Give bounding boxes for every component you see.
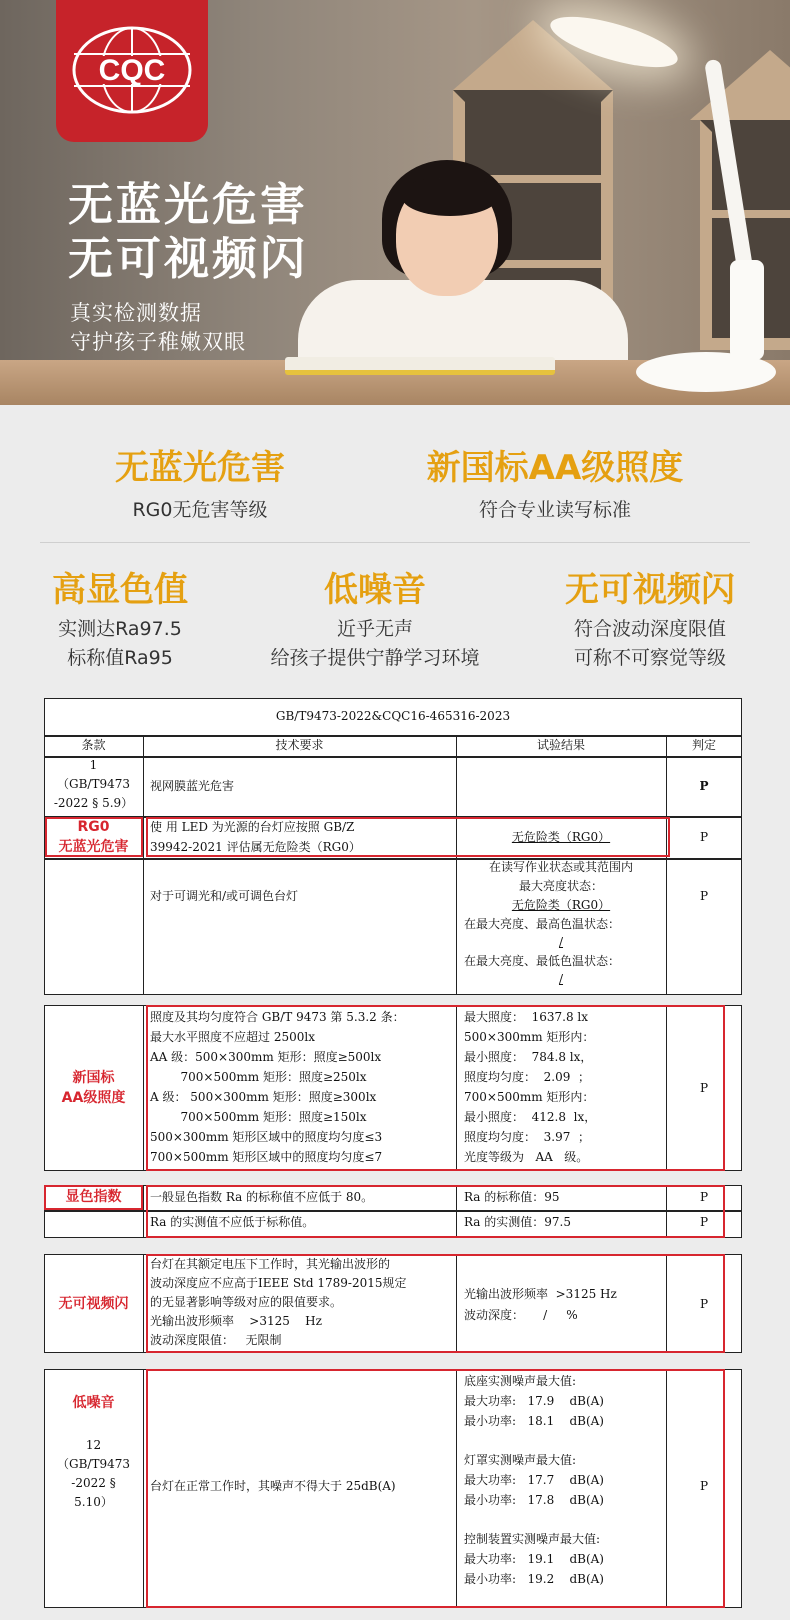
- report-standard: GB/T9473-2022&CQC16-465316-2023: [275, 709, 511, 723]
- s5-req-1: 一般显色指数 Ra 的标称值不应低于 80。: [150, 1190, 374, 1204]
- s3-result-6: 在最大亮度、最低色温状态：: [464, 954, 621, 968]
- s7-verdict: P: [699, 1479, 709, 1493]
- s4-res-2: 500×300mm 矩形内：: [464, 1030, 595, 1044]
- s7-clause-4: 5.10）: [74, 1495, 113, 1509]
- s7-res-5: 灯罩实测噪声最大值:: [464, 1453, 577, 1467]
- header-clause: 条款: [81, 738, 106, 752]
- s4-req-6: 700×500mm 矩形：照度≥150lx: [150, 1110, 367, 1124]
- s4-res-4: 照度均匀度： 2.09 ；: [464, 1070, 590, 1084]
- feature-title-blue-light: 无蓝光危害: [115, 448, 285, 488]
- s4-label-1: 新国标: [72, 1070, 115, 1086]
- feature-text-no-flicker-2: 可称不可察觉等级: [573, 647, 726, 669]
- s4-res-3: 最小照度： 784.8 lx，: [464, 1050, 593, 1064]
- s1-clause-2: （GB/T9473: [57, 777, 130, 791]
- feature-title-no-flicker: 无可视频闪: [565, 570, 735, 610]
- feature-text-color-rendering-1: 实测达Ra97.5: [58, 618, 182, 640]
- s2-label-1: RG0: [77, 819, 110, 835]
- s5-verdict-2: P: [699, 1215, 709, 1229]
- header-requirement: 技术要求: [275, 738, 324, 752]
- feature-text-low-noise-2: 给孩子提供宁静学习环境: [270, 647, 480, 669]
- s3-result-5: /: [558, 935, 564, 949]
- s4-res-1: 最大照度： 1637.8 lx: [464, 1010, 589, 1024]
- s4-res-6: 最小照度： 412.8 lx，: [464, 1110, 597, 1124]
- s4-res-8: 光度等级为 AA 级。: [464, 1150, 589, 1164]
- feature-title-color-rendering: 高显色值: [52, 570, 188, 610]
- s6-res-1: 光输出波形频率 >3125 Hz: [464, 1287, 617, 1301]
- s6-res-2: 波动深度： / %: [464, 1308, 578, 1322]
- s6-req-4: 光输出波形频率 >3125 Hz: [150, 1314, 322, 1328]
- s6-req-1: 台灯在其额定电压下工作时，其光输出波形的: [150, 1257, 391, 1271]
- s7-res-1: 底座实测噪声最大值:: [464, 1374, 577, 1388]
- hero-title-line1: 无蓝光危害: [68, 178, 309, 231]
- lamp-base: [636, 352, 776, 392]
- s4-req-5: A 级： 500×300mm 矩形：照度≥300lx: [150, 1090, 377, 1104]
- s7-res-2: 最大功率: 17.9 dB(A): [464, 1394, 604, 1408]
- feature-divider: [40, 542, 750, 543]
- s4-req-2: 最大水平照度不应超过 2500lx: [150, 1030, 315, 1044]
- cqc-logo-text: CQC: [98, 54, 166, 87]
- s1-clause-1: 1: [89, 758, 98, 772]
- feature-text-color-rendering-2: 标称值Ra95: [67, 647, 173, 669]
- s1-requirement: 视网膜蓝光危害: [150, 779, 235, 793]
- test-report: [44, 698, 742, 1608]
- s4-res-7: 照度均匀度： 3.97 ；: [464, 1130, 590, 1144]
- header-result: 试验结果: [536, 738, 585, 752]
- hero-subtitle-line2: 守护孩子稚嫩双眼: [70, 330, 246, 354]
- s5-res-2: Ra 的实测值：97.5: [464, 1215, 571, 1229]
- hero-subtitle-line1: 真实检测数据: [70, 301, 202, 325]
- hero-banner: [0, 0, 790, 405]
- s4-req-3: AA 级：500×300mm 矩形：照度≥500lx: [150, 1050, 382, 1064]
- s5-res-1: Ra 的标称值：95: [464, 1190, 560, 1204]
- s3-verdict: P: [699, 889, 709, 903]
- s6-verdict: P: [699, 1297, 709, 1311]
- feature-text-aa-level: 符合专业读写标准: [478, 499, 631, 521]
- feature-title-low-noise: 低噪音: [324, 570, 426, 610]
- s1-verdict: P: [699, 779, 709, 793]
- s5-verdict-1: P: [699, 1190, 709, 1204]
- s3-result-2: 最大亮度状态：: [518, 879, 603, 893]
- s7-label: 低噪音: [72, 1395, 115, 1411]
- s4-req-1: 照度及其均匀度符合 GB/T 9473 第 5.3.2 条：: [150, 1010, 405, 1024]
- s7-res-3: 最小功率: 18.1 dB(A): [464, 1414, 604, 1428]
- s7-res-11: 最小功率: 19.2 dB(A): [464, 1572, 604, 1586]
- shelf-board: [712, 210, 790, 218]
- s7-clause-3: -2022 §: [71, 1476, 116, 1490]
- s7-res-10: 最大功率: 19.1 dB(A): [464, 1552, 604, 1566]
- feature-text-no-flicker-1: 符合波动深度限值: [573, 618, 726, 640]
- s1-clause-3: -2022 § 5.9）: [53, 796, 134, 810]
- s3-result-3: 无危险类（RG0）: [511, 898, 611, 912]
- lamp-pole: [730, 260, 764, 360]
- shelf-roof: [690, 50, 790, 120]
- cqc-logo: [56, 0, 208, 142]
- s3-requirement: 对于可调光和/或可调色台灯: [150, 889, 299, 903]
- s4-res-5: 700×500mm 矩形内：: [464, 1090, 595, 1104]
- s4-req-4: 700×500mm 矩形：照度≥250lx: [150, 1070, 367, 1084]
- s6-req-2: 波动深度应不应高于IEEE Std 1789-2015规定: [150, 1276, 407, 1290]
- s2-label-2: 无蓝光危害: [58, 839, 129, 855]
- child-bangs: [402, 178, 498, 216]
- s3-result-7: /: [558, 972, 564, 986]
- s2-requirement-2: 39942-2021 评估属无危险类（RG0）: [150, 840, 361, 854]
- s2-result: 无危险类（RG0）: [511, 830, 611, 844]
- s6-req-3: 的无显著影响等级对应的限值要求。: [150, 1295, 343, 1309]
- s4-req-8: 700×500mm 矩形区域中的照度均匀度≤7: [150, 1150, 383, 1164]
- header-verdict: 判定: [691, 738, 716, 752]
- feature-title-aa-level: 新国标AA级照度: [426, 448, 684, 488]
- s7-clause-1: 12: [85, 1438, 102, 1452]
- s7-clause-2: （GB/T9473: [57, 1457, 130, 1471]
- s4-req-7: 500×300mm 矩形区域中的照度均匀度≤3: [150, 1130, 383, 1144]
- s2-verdict: P: [699, 830, 709, 844]
- s4-label-2: AA级照度: [61, 1090, 126, 1106]
- s5-req-2: Ra 的实测值不应低于标称值。: [150, 1215, 315, 1229]
- feature-text-blue-light: RG0无危害等级: [132, 499, 268, 521]
- s6-req-5: 波动深度限值： 无限制: [150, 1333, 282, 1347]
- s4-verdict: P: [699, 1081, 709, 1095]
- s7-res-7: 最小功率: 17.8 dB(A): [464, 1493, 604, 1507]
- cqc-globe-icon: [70, 24, 194, 116]
- s5-label: 显色指数: [65, 1189, 122, 1205]
- s6-label: 无可视频闪: [58, 1296, 129, 1312]
- hero-title-line2: 无可视频闪: [68, 232, 309, 285]
- s7-res-6: 最大功率: 17.7 dB(A): [464, 1473, 604, 1487]
- s3-result-4: 在最大亮度、最高色温状态：: [464, 917, 621, 931]
- open-book: [285, 357, 555, 375]
- s7-requirement: 台灯在正常工作时，其噪声不得大于 25dB(A): [150, 1479, 396, 1493]
- s2-requirement-1: 使 用 LED 为光源的台灯应按照 GB/Z: [150, 820, 355, 834]
- s3-result-1: 在读写作业状态或其范围内: [488, 860, 633, 874]
- s7-res-9: 控制装置实测噪声最大值:: [464, 1532, 601, 1546]
- feature-text-low-noise-1: 近乎无声: [336, 618, 413, 640]
